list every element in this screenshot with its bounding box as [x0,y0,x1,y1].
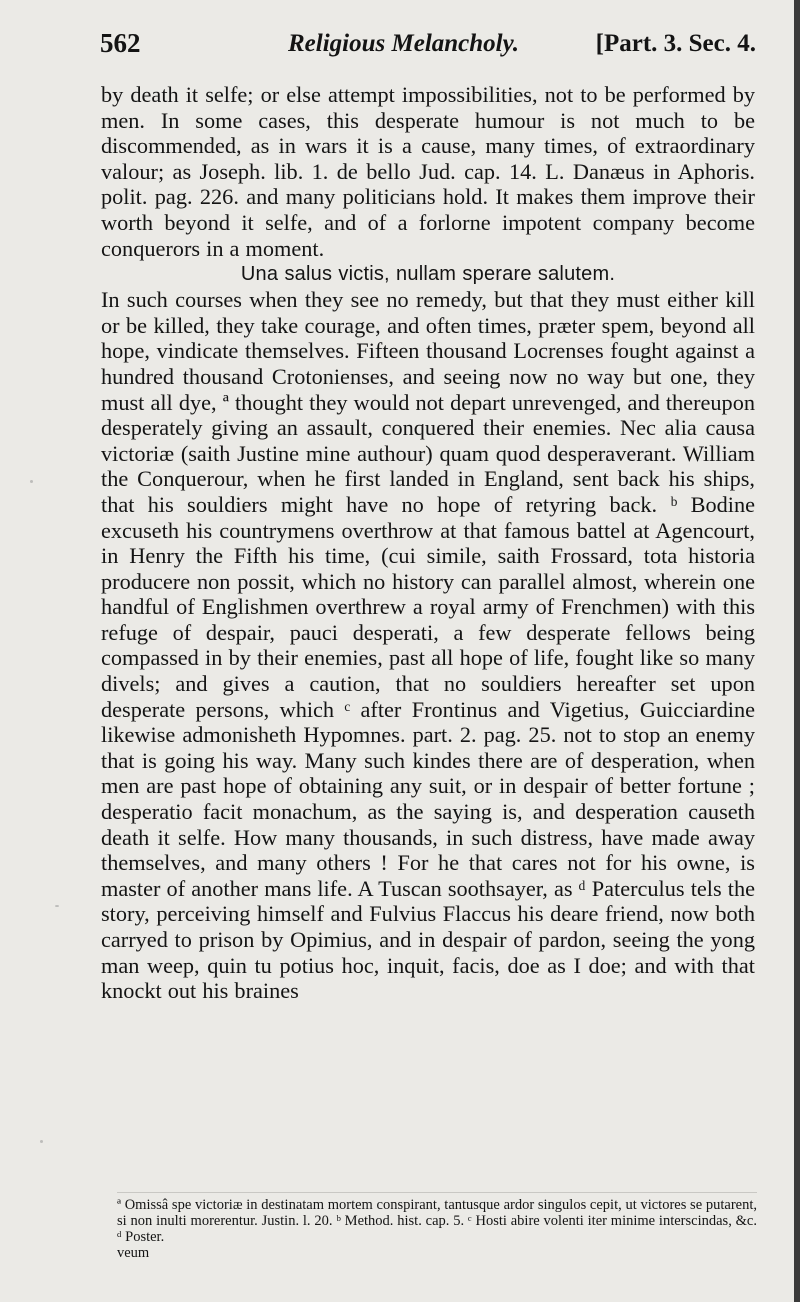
footnote-text: ª Omissâ spe victoriæ in destinatam mortem conspirant, tantusque ardor singulos cepit, ut victores se putarent, si non inulti morerentur. Justin. l. 20. ᵇ Method. hist. cap. 5. ᶜ Hosti abire volenti iter minime interscindas, &c. ᵈ Poster. [117,1197,757,1245]
paragraph-1: by death it selfe; or else attempt impossibilities, not to be performed by men. In some cases, this desperate humour is not much to be discommended, as in wars it is a cause, many times, of extraordinary valour; as Joseph. lib. 1. de bello Jud. cap. 14. L. Danæus in Aphoris. polit. pag. 226. and many politicians hold. It makes them improve their worth beyond it selfe, and of a forlorne impotent company become conquerors in a moment. [101,82,755,261]
section-reference: [Part. 3. Sec. 4. [595,30,756,57]
paper-speck [40,1140,43,1143]
paper-speck [30,480,33,483]
page-number: 562 [100,28,141,58]
running-title: Religious Melancholy. [288,30,520,57]
paper-speck [55,905,59,907]
page-edge-shadow [794,0,800,1302]
latin-verse: Una salus victis, nullam sperare salutem. [240,263,616,286]
body-text [101,82,755,1004]
footnote-tail: veum [117,1245,150,1261]
footnotes [117,1192,757,1261]
running-header [100,28,756,68]
paragraph-2: In such courses when they see no remedy, but that they must either kill or be killed, they take courage, and often times, præter spem, beyond all hope, vindicate themselves. Fifteen thousand Locrenses fought against a hundred thousand Crotonienses, and seeing now no way but one, they must all dye, ª thought they would not depart unrevenged, and thereupon desperately giving an assault, conquered their enemies. Nec alia causa victoriæ (saith Justine mine authour) quam quod desperaverant. William the Conquerour, when he first landed in England, sent back his ships, that his souldiers might have no hope of retyring back. ᵇ Bodine excuseth his countrymens overthrow at that famous battel at Agencourt, in Henry the Fifth his time, (cui simile, saith Frossard, tota historia producere non possit, which no history can parallel almost, wherein one handful of Englishmen overthrew a royal army of Frenchmen) with this refuge of despair, pauci desperati, a few desperate fellows being compassed in by their enemies, past all hope of life, fought like so many divels; and gives a caution, that no souldiers hereafter set upon desperate persons, which ᶜ after Frontinus and Vigetius, Guicciardine likewise admonisheth Hypomnes. part. 2. pag. 25. not to stop an enemy that is going his way. Many such kindes there are of desperation, when men are past hope of obtaining any suit, or in despair of better fortune ; desperatio facit monachum, as the saying is, and desperation causeth death it selfe. How many thousands, in such distress, have made away themselves, and many others ! For he that cares not for his owne, is master of another mans life. A Tuscan soothsayer, as ᵈ Paterculus tels the story, perceiving himself and Fulvius Flaccus his deare friend, now both carryed to prison by Opimius, and in despair of pardon, seeing the yong man weep, quin tu potius hoc, inquit, facis, doe as I doe; and with that knockt out his braines [101,287,755,1004]
